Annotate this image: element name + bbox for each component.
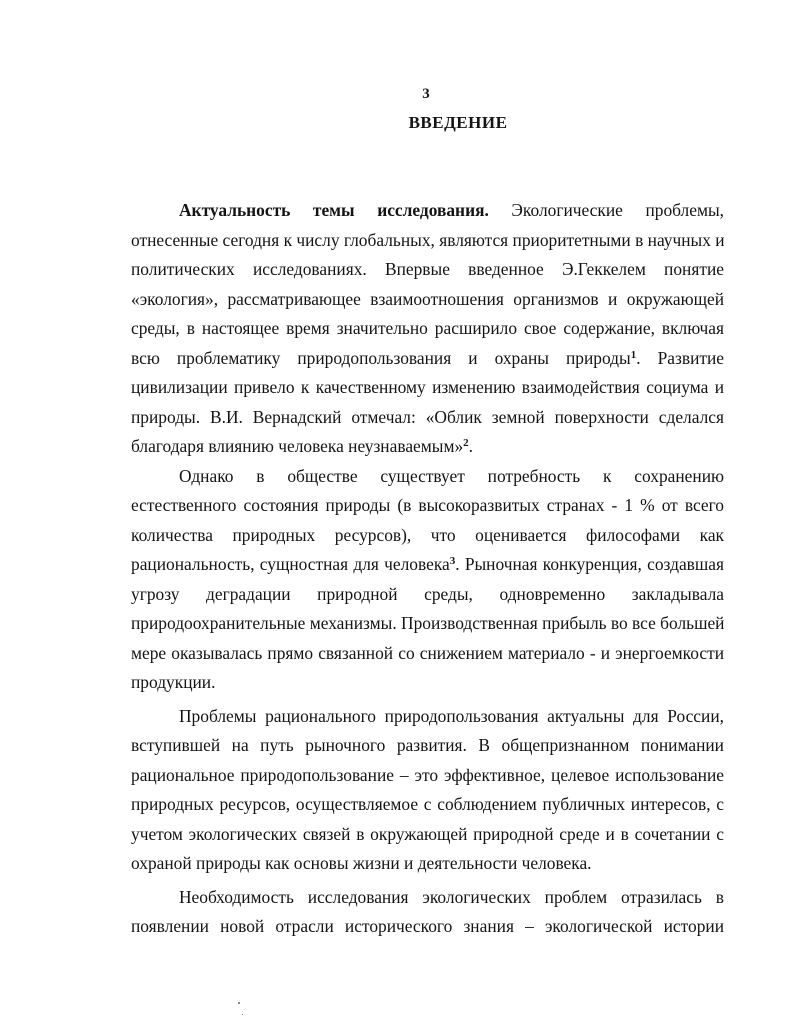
text-line: количества природных ресурсов), что оценивается философами как: [131, 524, 724, 545]
text-line: природных ресурсов, осуществляемое с соблюдением публичных интересов, с: [131, 794, 724, 814]
scan-speck: [242, 1014, 243, 1015]
text-line: Актуальность темы исследования. Экологические проблемы,: [179, 200, 724, 220]
text-line: «экология», рассматривающее взаимоотношения организмов и окружающей: [131, 288, 724, 309]
text-line: рациональное природопользование – это эффективное, целевое использование: [131, 764, 724, 785]
text-line: Проблемы рационального природопользования актуальны для России,: [179, 705, 724, 726]
text-line: появлении новой отрасли исторического знания – экологической истории: [131, 916, 724, 936]
text-line: продукции.: [131, 672, 216, 692]
text-line: охраной природы как основы жизни и деятельности человека.: [131, 853, 592, 873]
paragraph-1: [131, 196, 724, 462]
scan-speck: [238, 1002, 240, 1004]
page-number: 3: [422, 86, 430, 102]
text-line: всю проблематику природопользования и охраны природы$^1$. Развитие: [131, 347, 724, 368]
text-line: учетом экологических связей в окружающей природной среде и в сочетании с: [131, 823, 724, 844]
page-title: ВВЕДЕНИЕ: [408, 113, 508, 132]
footnote-ref-1: 1: [630, 348, 637, 361]
text-line: отнесенные сегодня к числу глобальных, являются приоритетными в научных и: [131, 229, 725, 250]
paragraph-4: [131, 883, 724, 942]
text-line: политических исследованиях. Впервые введенное Э.Геккелем понятие: [131, 259, 724, 279]
text-line: благодаря влиянию человека неузнаваемым»$^2$.: [131, 436, 474, 456]
paragraph-2: [131, 462, 724, 698]
text-line: рациональность, сущностная для человека$^3$. Рыночная конкуренция, создавшая: [131, 554, 724, 574]
text-line: естественного состояния природы (в высокоразвитых странах - 1 % от всего: [131, 495, 724, 515]
text-line: Необходимость исследования экологических проблем отразилась в: [179, 886, 724, 907]
body-text: [131, 196, 724, 942]
relevance-label: Актуальность темы исследования.: [179, 200, 489, 220]
text-line: природы. В.И. Вернадский отмечал: «Облик земной поверхности сделался: [131, 406, 724, 427]
text-line: природоохранительные механизмы. Производственная прибыль во все большей: [131, 613, 725, 633]
text-line: цивилизации привело к качественному изменению взаимодействия социума и: [131, 377, 724, 397]
text-line: Однако в обществе существует потребность к сохранению: [179, 465, 724, 486]
text-line: угрозу деградации природной среды, одновременно закладывала: [131, 583, 724, 604]
footnote-ref-2: 2: [463, 437, 469, 449]
footnote-ref-3: 3: [449, 555, 456, 567]
text-line: среды, в настоящее время значительно расширило свое содержание, включая: [131, 318, 724, 338]
text-line: вступившей на путь рыночного развития. В общепризнанном понимании: [131, 735, 724, 755]
text-line: мере оказывалась прямо связанной со снижением материало - и энергоемкости: [131, 642, 724, 663]
paragraph-3: [131, 702, 724, 879]
